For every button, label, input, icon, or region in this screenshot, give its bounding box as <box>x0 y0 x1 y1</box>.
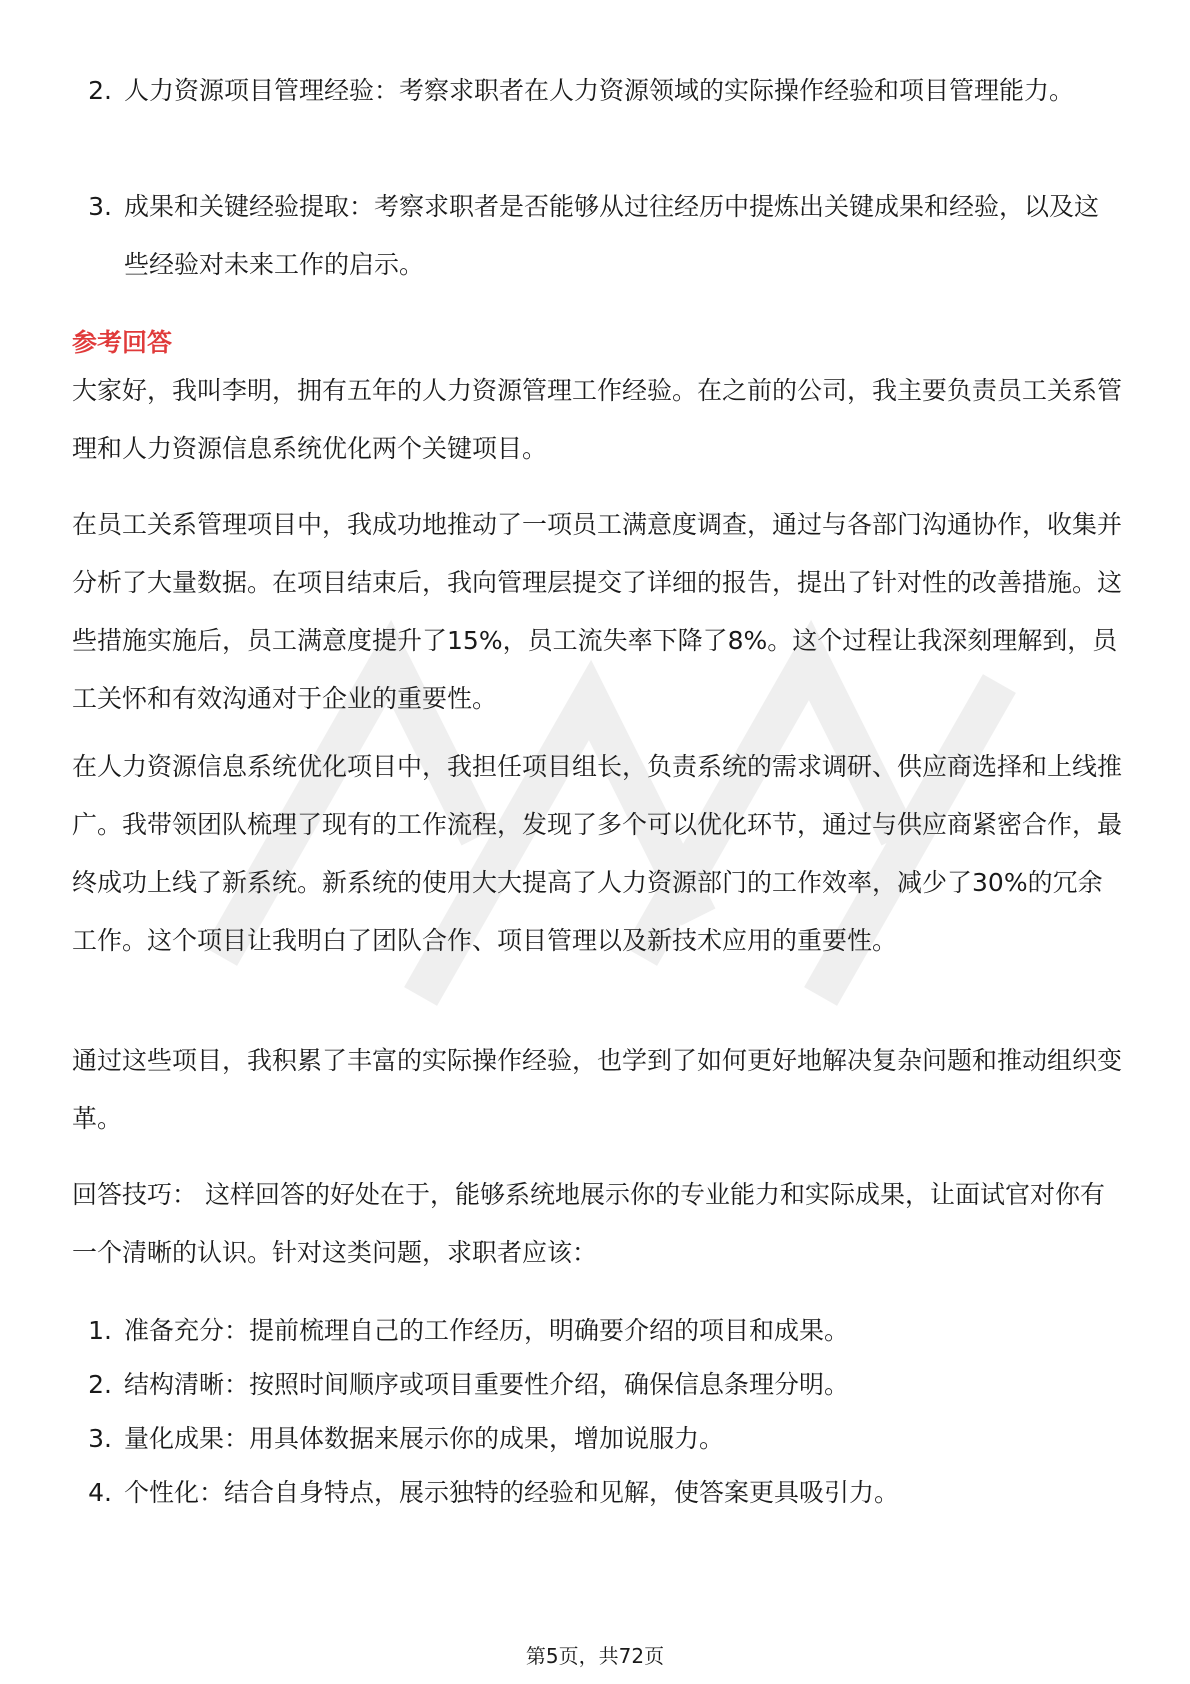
list-item <box>0 62 1190 178</box>
list-item <box>0 1464 1190 1518</box>
list-item-number: 3. <box>88 1424 112 1453</box>
list-item-number: 1. <box>88 1316 112 1345</box>
paragraph-employee-relations: 在员工关系管理项目中，我成功地推动了一项员工满意度调查，通过与各部门沟通协作，收集并分析了大量数据。在项目结束后，我向管理层提交了详细的报告，提出了针对性的改善措施。这些措施实施后，员工满意度提升了15%，员工流失率下降了8%。这个过程让我深刻理解到，员工关怀和有效沟通对于企业的重要性。 <box>72 510 1123 713</box>
list-item-text: 结构清晰：按照时间顺序或项目重要性介绍，确保信息条理分明。 <box>124 1370 850 1399</box>
list-item-text: 个性化：结合自身特点，展示独特的经验和见解，使答案更具吸引力。 <box>124 1478 900 1507</box>
list-item-number: 3. <box>88 192 112 221</box>
section-heading: 参考回答 <box>72 328 173 357</box>
page-footer: 第5页，共72页 <box>525 1644 665 1668</box>
paragraph-summary: 通过这些项目，我积累了丰富的实际操作经验，也学到了如何更好地解决复杂问题和推动组织变革。 <box>72 1046 1123 1133</box>
list-item-text: 准备充分：提前梳理自己的工作经历，明确要介绍的项目和成果。 <box>124 1316 850 1345</box>
paragraph-answer-tips: 回答技巧： 这样回答的好处在于，能够系统地展示你的专业能力和实际成果，让面试官对你有一个清晰的认识。针对这类问题，求职者应该： <box>72 1180 1105 1267</box>
list-item-text: 人力资源项目管理经验：考察求职者在人力资源领域的实际操作经验和项目管理能力。 <box>124 76 1075 105</box>
top-numbered-list <box>0 62 1190 294</box>
list-item-number: 2. <box>88 1370 112 1399</box>
list-item-number: 4. <box>88 1478 112 1507</box>
paragraph-intro: 大家好，我叫李明，拥有五年的人力资源管理工作经验。在之前的公司，我主要负责员工关系管理和人力资源信息系统优化两个关键项目。 <box>72 376 1123 463</box>
tips-numbered-list <box>0 1302 1190 1518</box>
list-item-number: 2. <box>88 76 112 105</box>
list-item <box>0 1410 1190 1464</box>
list-item <box>0 178 1190 294</box>
list-item-text: 成果和关键经验提取：考察求职者是否能够从过往经历中提炼出关键成果和经验，以及这些经验对未来工作的启示。 <box>124 192 1100 279</box>
paragraph-hris-project: 在人力资源信息系统优化项目中，我担任项目组长，负责系统的需求调研、供应商选择和上线推广。我带领团队梳理了现有的工作流程，发现了多个可以优化环节，通过与供应商紧密合作，最终成功上线了新系统。新系统的使用大大提高了人力资源部门的工作效率，减少了30%的冗余工作。这个项目让我明白了团队合作、项目管理以及新技术应用的重要性。 <box>72 752 1123 955</box>
list-item <box>0 1302 1190 1356</box>
list-item-text: 量化成果：用具体数据来展示你的成果，增加说服力。 <box>124 1424 725 1453</box>
list-item <box>0 1356 1190 1410</box>
